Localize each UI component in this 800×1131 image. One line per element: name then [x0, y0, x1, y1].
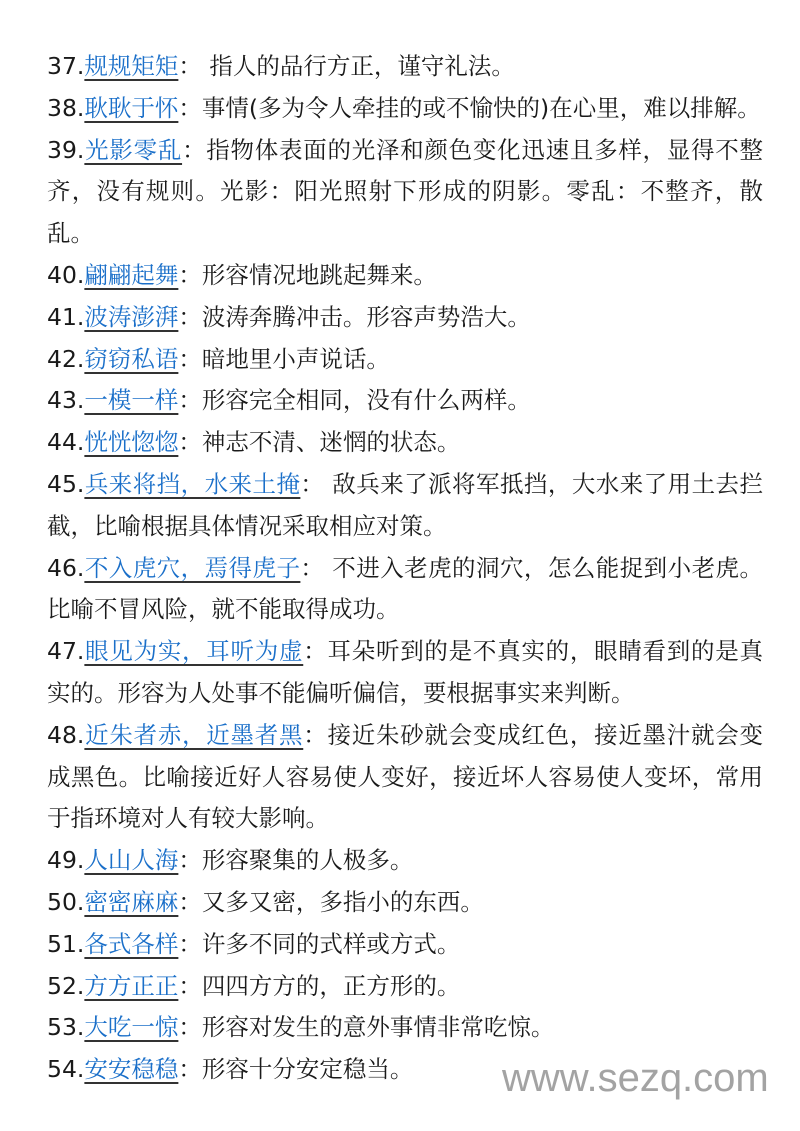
entry-number: 42. [47, 344, 85, 373]
idiom-term-link[interactable]: 恍恍惚惚 [84, 428, 179, 457]
entry-number: 43. [47, 386, 85, 415]
idiom-entry [47, 840, 763, 882]
entry-number: 44. [47, 428, 85, 457]
idiom-entry [47, 88, 763, 130]
idiom-entry [47, 464, 763, 548]
entry-number: 46. [47, 553, 85, 582]
idiom-definition: ：接近朱砂就会变成红色，接近墨汁就会变成黑色。比喻接近好人容易使人变好，接近坏人容易使人变坏，常用于指环境对人有较大影响。 [47, 720, 764, 833]
idiom-entry [47, 1007, 763, 1049]
idiom-term-link[interactable]: 波涛澎湃 [84, 302, 179, 331]
entry-number: 49. [47, 846, 85, 875]
idiom-term-link[interactable]: 方方正正 [84, 971, 179, 1000]
idiom-definition: ：四四方方的，正方形的。 [178, 971, 461, 1000]
idiom-term-link[interactable]: 大吃一惊 [84, 1013, 179, 1042]
entry-number: 45. [47, 469, 85, 498]
idiom-definition: ：神志不清、迷惘的状态。 [178, 428, 461, 457]
idiom-definition: ：形容十分安定稳当。 [178, 1055, 414, 1084]
idiom-entry [47, 966, 763, 1008]
idiom-definition: ：形容对发生的意外事情非常吃惊。 [178, 1013, 555, 1042]
idiom-definition: ：形容聚集的人极多。 [178, 846, 414, 875]
idiom-term-link[interactable]: 翩翩起舞 [84, 260, 179, 289]
entry-number: 38. [47, 93, 85, 122]
idiom-entry [47, 715, 763, 840]
entry-number: 47. [47, 637, 85, 666]
watermark: www.sezq.com [502, 1056, 769, 1100]
entry-number: 53. [47, 1013, 85, 1042]
idiom-definition: ： 敌兵来了派将军抵挡，大水来了用土去拦截，比喻根据具体情况采取相应对策。 [47, 469, 763, 540]
entry-number: 50. [47, 887, 85, 916]
idiom-term-link[interactable]: 不入虎穴，焉得虎子 [84, 553, 301, 582]
idiom-definition: ：形容情况地跳起舞来。 [178, 260, 437, 289]
entry-number: 40. [47, 260, 85, 289]
idiom-term-link[interactable]: 安安稳稳 [84, 1055, 179, 1084]
idiom-entry [47, 255, 763, 297]
entry-number: 41. [47, 302, 85, 331]
entry-number: 52. [47, 971, 85, 1000]
idiom-definition: ：耳朵听到的是不真实的，眼睛看到的是真实的。形容为人处事不能偏听偏信，要根据事实来判断。 [47, 637, 764, 707]
idiom-entry [47, 46, 763, 88]
idiom-entry [47, 130, 763, 255]
idiom-definition: ：许多不同的式样或方式。 [178, 929, 461, 958]
entry-number: 54. [47, 1055, 85, 1084]
idiom-term-link[interactable]: 窃窃私语 [84, 344, 179, 373]
idiom-definition: ：形容完全相同，没有什么两样。 [178, 386, 531, 415]
entry-number: 37. [47, 52, 85, 80]
entry-number: 48. [47, 720, 85, 749]
idiom-definition: ： 不进入老虎的洞穴，怎么能捉到小老虎。比喻不冒风险，就不能取得成功。 [47, 553, 763, 624]
idiom-definition: ：暗地里小声说话。 [178, 344, 390, 373]
entry-number: 51. [47, 929, 85, 958]
idiom-term-link[interactable]: 密密麻麻 [84, 887, 179, 916]
idiom-entry [47, 422, 763, 464]
idiom-term-link[interactable]: 人山人海 [84, 846, 179, 875]
idiom-term-link[interactable]: 眼见为实，耳听为虚 [84, 637, 304, 666]
idiom-definition: ：又多又密，多指小的东西。 [178, 887, 484, 916]
idiom-definition: ：波涛奔腾冲击。形容声势浩大。 [178, 302, 531, 331]
idiom-definition: ：事情(多为令人牵挂的或不愉快的)在心里，难以排解。 [178, 93, 761, 122]
idiom-entry [47, 548, 763, 632]
idiom-list [47, 46, 763, 1091]
idiom-entry [47, 631, 763, 715]
idiom-entry [47, 924, 763, 966]
idiom-term-link[interactable]: 各式各样 [84, 929, 179, 958]
idiom-definition: ：指物体表面的光泽和颜色变化迅速且多样，显得不整齐，没有规则。光影：阳光照射下形成的阴影。零乱：不整齐，散乱。 [47, 135, 764, 248]
idiom-term-link[interactable]: 近朱者赤，近墨者黑 [84, 720, 304, 749]
idiom-term-link[interactable]: 兵来将挡，水来土掩 [84, 469, 301, 498]
idiom-term-link[interactable]: 一模一样 [84, 386, 179, 415]
idiom-term-link[interactable]: 耿耿于怀 [84, 93, 179, 122]
idiom-entry [47, 882, 763, 924]
idiom-term-link[interactable]: 光影零乱 [84, 135, 183, 164]
idiom-definition: ： 指人的品行方正，谨守礼法。 [178, 52, 515, 80]
idiom-entry [47, 297, 763, 339]
idiom-entry [47, 380, 763, 422]
idiom-entry [47, 339, 763, 381]
idiom-term-link[interactable]: 规规矩矩 [84, 52, 179, 80]
entry-number: 39. [47, 135, 85, 164]
